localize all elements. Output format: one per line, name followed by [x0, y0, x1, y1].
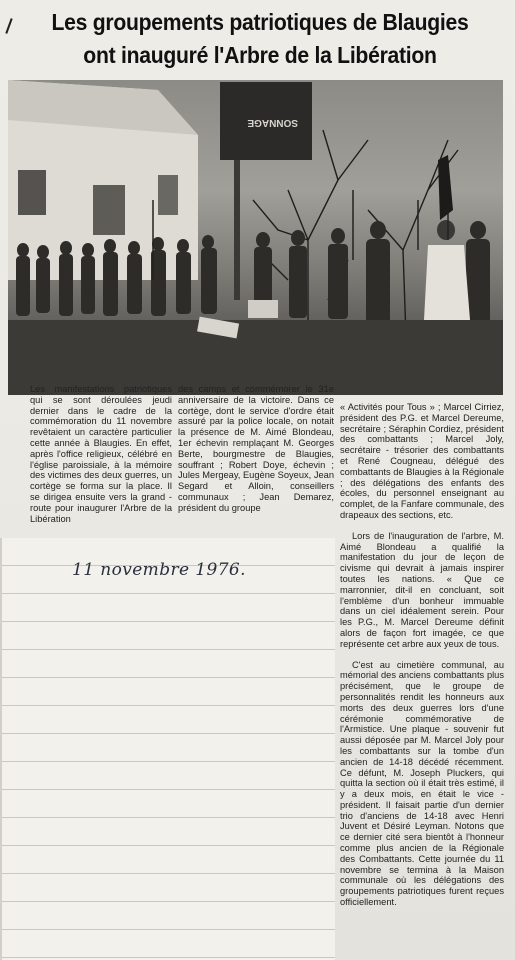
headline-line-1: Les groupements patriotiques de Blaugies — [51, 9, 469, 35]
article-column-3 — [340, 402, 504, 908]
paragraph: Les manifestations patriotiques qui se sont déroulées jeudi dernier dans le cadre de la commémoration du 11 novembre revêtaient un caractère particulier cette année à Blaugies. En effet, après l'office religieux, célébré en l'église paroissiale, à la mémoire des victimes des deux guerres, un cortège se forma sur la place. Il se dirigea ensuite vers la grand - route pour inaugurer l'Arbre de la Libération — [30, 384, 172, 524]
pen-mark — [5, 18, 12, 34]
paragraph: C'est au cimetière communal, au mémorial des anciens combattants plus précisément, que le groupe de personnalités rendit les honneurs aux morts des deux guerres lors d'une cérémonie commémorative de l'Armistice. Une plaque - souvenir fut aussi déposée par M. Marcel Joly pour les combattants sur la tombe d'un ancien de 14-18 décédé récemment. Ce défunt, M. Joseph Pluckers, qui quitta la section où il était très estimé, il y a deux mois, en était le vice - président. Il faisait partie d'un dernier trio d'anciens de 14-18 avec Henri Juvent et Désiré Leyman. Notons que ce dernier cité sera bientôt à l'honneur comme plus ancien de la Régionale des Combattants. Cette journée du 11 novembre se termina à la Maison communale où les délégations des groupements patriotiques furent reçues officiellement. — [340, 659, 504, 908]
paper-margin — [0, 538, 2, 960]
headline-line-2: ont inauguré l'Arbre de la Libération — [83, 42, 437, 68]
handwritten-date: 11 novembre 1976. — [72, 560, 246, 580]
photo-illustration — [8, 80, 503, 395]
lined-notebook-paper — [0, 538, 335, 960]
paragraph: des camps et commémorer le 31e anniversaire de la victoire. Dans ce cortège, dont le service d'ordre était assuré par la police locale, on notait la présence de M. Aimé Blondeau, 1er échevin remplaçant M. Georges Berte, bourgmestre de Blaugies, souffrant ; Robert Doye, échevin ; Jules Mergeay, Eugène Soyeux, Jean Segard et Alloin, conseillers communaux ; Jean Demarez, président du groupe — [178, 384, 334, 513]
sign-text: SONNAGE — [247, 117, 298, 128]
headline — [48, 6, 471, 72]
article-column-2 — [178, 384, 334, 514]
ceremony-photo — [8, 80, 503, 395]
paragraph: « Activités pour Tous » ; Marcel Cirriez, président des P.G. et Marcel Dereume, secrétaire ; Séraphin Cordiez, président des combattants ; Marcel Joly, secrétaire - trésorier des combattants et René Cougneau, délégué des combattants de Blaugies à la Régionale ; des délégations des enfants des écoles, du personnel enseignant au complet, de la Fanfare communale, des drapeaux des sections, etc. — [340, 402, 504, 520]
article-column-1 — [30, 384, 172, 524]
paragraph: Lors de l'inauguration de l'arbre, M. Aimé Blondeau a qualifié la manifestation du jour de leçon de civisme qui devrait à jamais inspirer toutes les nations. « Que ce marronnier, dit-il en concluant, soit l'emblème d'un bonheur immuable dans un ciel idéalement serein. Pour les P.G., M. Marcel Dereume définit alors de façon fort imagée, ce que représente cet arbre aux yeux de tous. — [340, 530, 504, 649]
